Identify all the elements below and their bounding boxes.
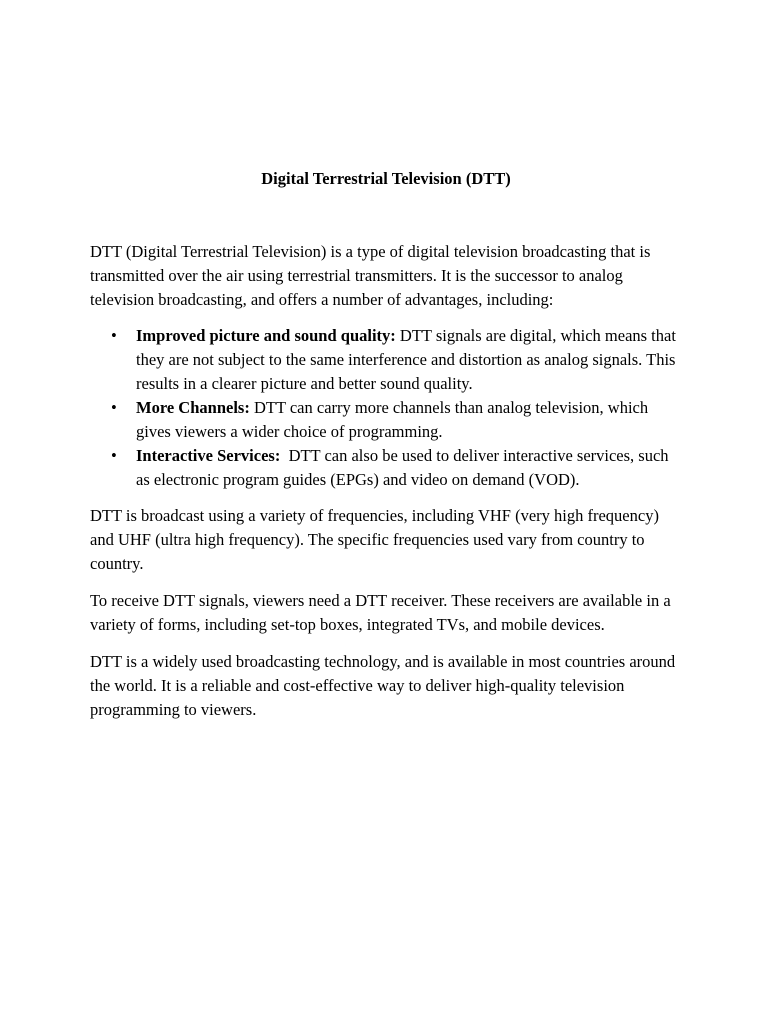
list-item — [90, 396, 680, 444]
document-title: Digital Terrestrial Television (DTT) — [261, 169, 511, 188]
intro-paragraph: DTT (Digital Terrestrial Television) is a type of digital television broadcasting that is transmitted over the air using terrestrial transmitters. It is the successor to analog television broadcasting, and offers a number of advantages, including: — [90, 242, 651, 309]
bullet-term: Improved picture and sound quality: — [136, 326, 396, 345]
bullet-term: More Channels: — [136, 398, 250, 417]
frequencies-paragraph: DTT is broadcast using a variety of frequencies, including VHF (very high frequency) and UHF (ultra high frequency). The specific frequencies used vary from country to country. — [90, 506, 659, 573]
list-item — [90, 444, 680, 492]
document-page — [90, 167, 680, 722]
bullet-text: DTT can carry more channels than analog television, which gives viewers a wider choice of programming. — [136, 398, 653, 441]
bullet-icon: • — [111, 398, 117, 417]
bullet-text: DTT signals are digital, which means that they are not subject to the same interference and distortion as analog signals. This results in a clearer picture and better sound quality. — [136, 326, 681, 393]
bullet-term: Interactive Services: — [136, 446, 281, 465]
list-item — [90, 324, 680, 396]
bullet-icon: • — [111, 446, 117, 465]
bullet-icon: • — [111, 326, 117, 345]
bullet-text: DTT can also be used to deliver interactive services, such as electronic program guides (EPGs) and video on demand (VOD). — [136, 446, 673, 489]
conclusion-paragraph: DTT is a widely used broadcasting technology, and is available in most countries around the world. It is a reliable and cost-effective way to deliver high-quality television programming to viewers. — [90, 652, 676, 719]
advantages-list — [90, 324, 680, 492]
receiver-paragraph: To receive DTT signals, viewers need a DTT receiver. These receivers are available in a variety of forms, including set-top boxes, integrated TVs, and mobile devices. — [90, 591, 671, 634]
